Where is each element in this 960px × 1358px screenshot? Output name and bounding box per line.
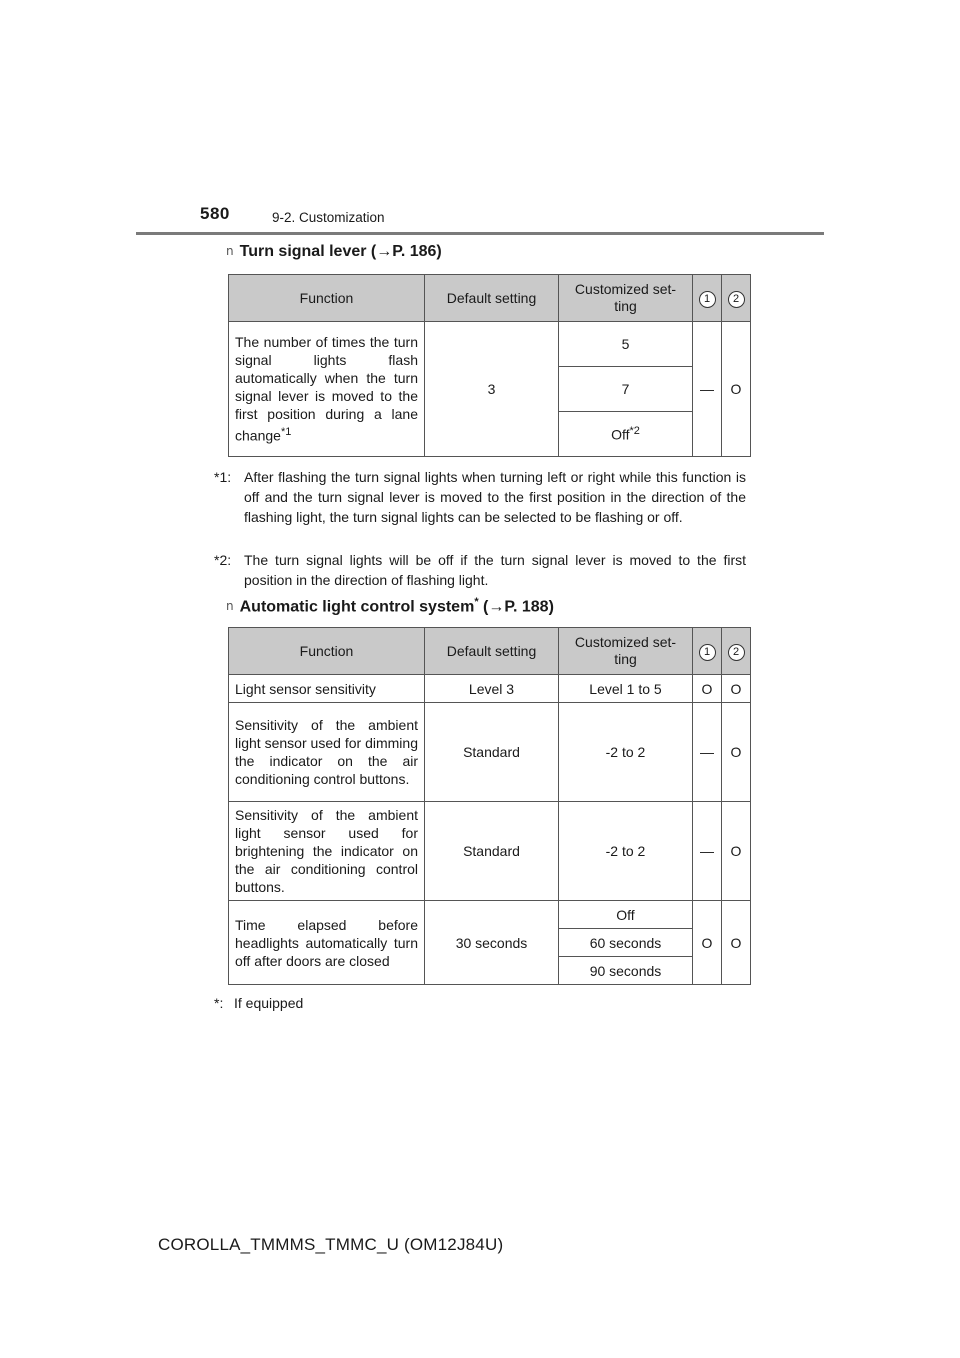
function-cell: Time elapsed before headlights automatically turn off after doors are closed <box>229 901 425 985</box>
table-header-row <box>229 628 751 675</box>
function-cell: The number of times the turn signal lights flash automatically when the turn signal lever is moved to the first position during a lane change$^{*1}$ <box>229 322 425 457</box>
table-header-row <box>229 275 751 322</box>
header-rule <box>136 232 824 235</box>
option-cell: Off$^{*2}$ <box>559 412 693 457</box>
page-number: 580 <box>200 204 230 223</box>
table-row <box>229 802 751 901</box>
table-row <box>229 901 751 929</box>
footnote-2: *2: The turn signal lights will be off if the turn signal lever is moved to the first position in the direction of flashing light. <box>214 552 746 588</box>
col-default: Default setting <box>425 275 559 322</box>
section-title: 9-2. Customization <box>272 210 385 225</box>
table-row <box>229 675 751 703</box>
default-cell: 3 <box>425 322 559 457</box>
option-cell: 5 <box>559 322 693 367</box>
document-footer: COROLLA_TMMMS_TMMC_U (OM12J84U) <box>158 1235 504 1254</box>
light-control-heading: n Automatic light control system* (→P. 188) <box>226 596 554 616</box>
light-control-table <box>228 627 751 985</box>
col2-cell: O <box>722 802 751 901</box>
col1-cell: — <box>693 703 722 802</box>
table-row <box>229 322 751 367</box>
function-cell: Sensitivity of the ambient light sensor used for brightening the indicator on the air conditioning control buttons. <box>229 802 425 901</box>
col-2: 2 <box>722 628 751 675</box>
col1-cell: — <box>693 802 722 901</box>
col-2: 2 <box>722 275 751 322</box>
col1-cell: O <box>693 901 722 985</box>
option-cell: 60 seconds <box>559 929 693 957</box>
col-1: 1 <box>693 628 722 675</box>
col2-cell: O <box>722 675 751 703</box>
default-cell: Level 3 <box>425 675 559 703</box>
col2-cell: O <box>722 901 751 985</box>
footnote-1: *1: After flashing the turn signal lights when turning left or right while this function is off and the turn signal lever is moved to the first position in the direction of the flashing light, the turn signal lights can be selected to be flashing or off. <box>214 469 746 525</box>
page-header <box>200 204 820 234</box>
col-custom: Customized set- ting <box>559 628 693 675</box>
turn-signal-heading: n Turn signal lever (→P. 186) <box>226 243 442 260</box>
col-1: 1 <box>693 275 722 322</box>
table-row <box>229 703 751 802</box>
function-cell: Light sensor sensitivity <box>229 675 425 703</box>
default-cell: Standard <box>425 703 559 802</box>
option-cell: 90 seconds <box>559 957 693 985</box>
col1-cell: O <box>693 675 722 703</box>
col1-cell: — <box>693 322 722 457</box>
bullet-icon: n <box>226 599 234 614</box>
default-cell: 30 seconds <box>425 901 559 985</box>
default-cell: Standard <box>425 802 559 901</box>
col-function: Function <box>229 275 425 322</box>
function-cell: Sensitivity of the ambient light sensor used for dimming the indicator on the air conditioning control buttons. <box>229 703 425 802</box>
option-cell: Off <box>559 901 693 929</box>
col-custom: Customized set- ting <box>559 275 693 322</box>
footnote-if-equipped: *: If equipped <box>214 995 304 1011</box>
col2-cell: O <box>722 703 751 802</box>
col2-cell: O <box>722 322 751 457</box>
custom-cell: Level 1 to 5 <box>559 675 693 703</box>
custom-cell: -2 to 2 <box>559 703 693 802</box>
turn-signal-table <box>228 274 751 457</box>
custom-cell: -2 to 2 <box>559 802 693 901</box>
col-function: Function <box>229 628 425 675</box>
option-cell: 7 <box>559 367 693 412</box>
bullet-icon: n <box>226 244 234 258</box>
col-default: Default setting <box>425 628 559 675</box>
